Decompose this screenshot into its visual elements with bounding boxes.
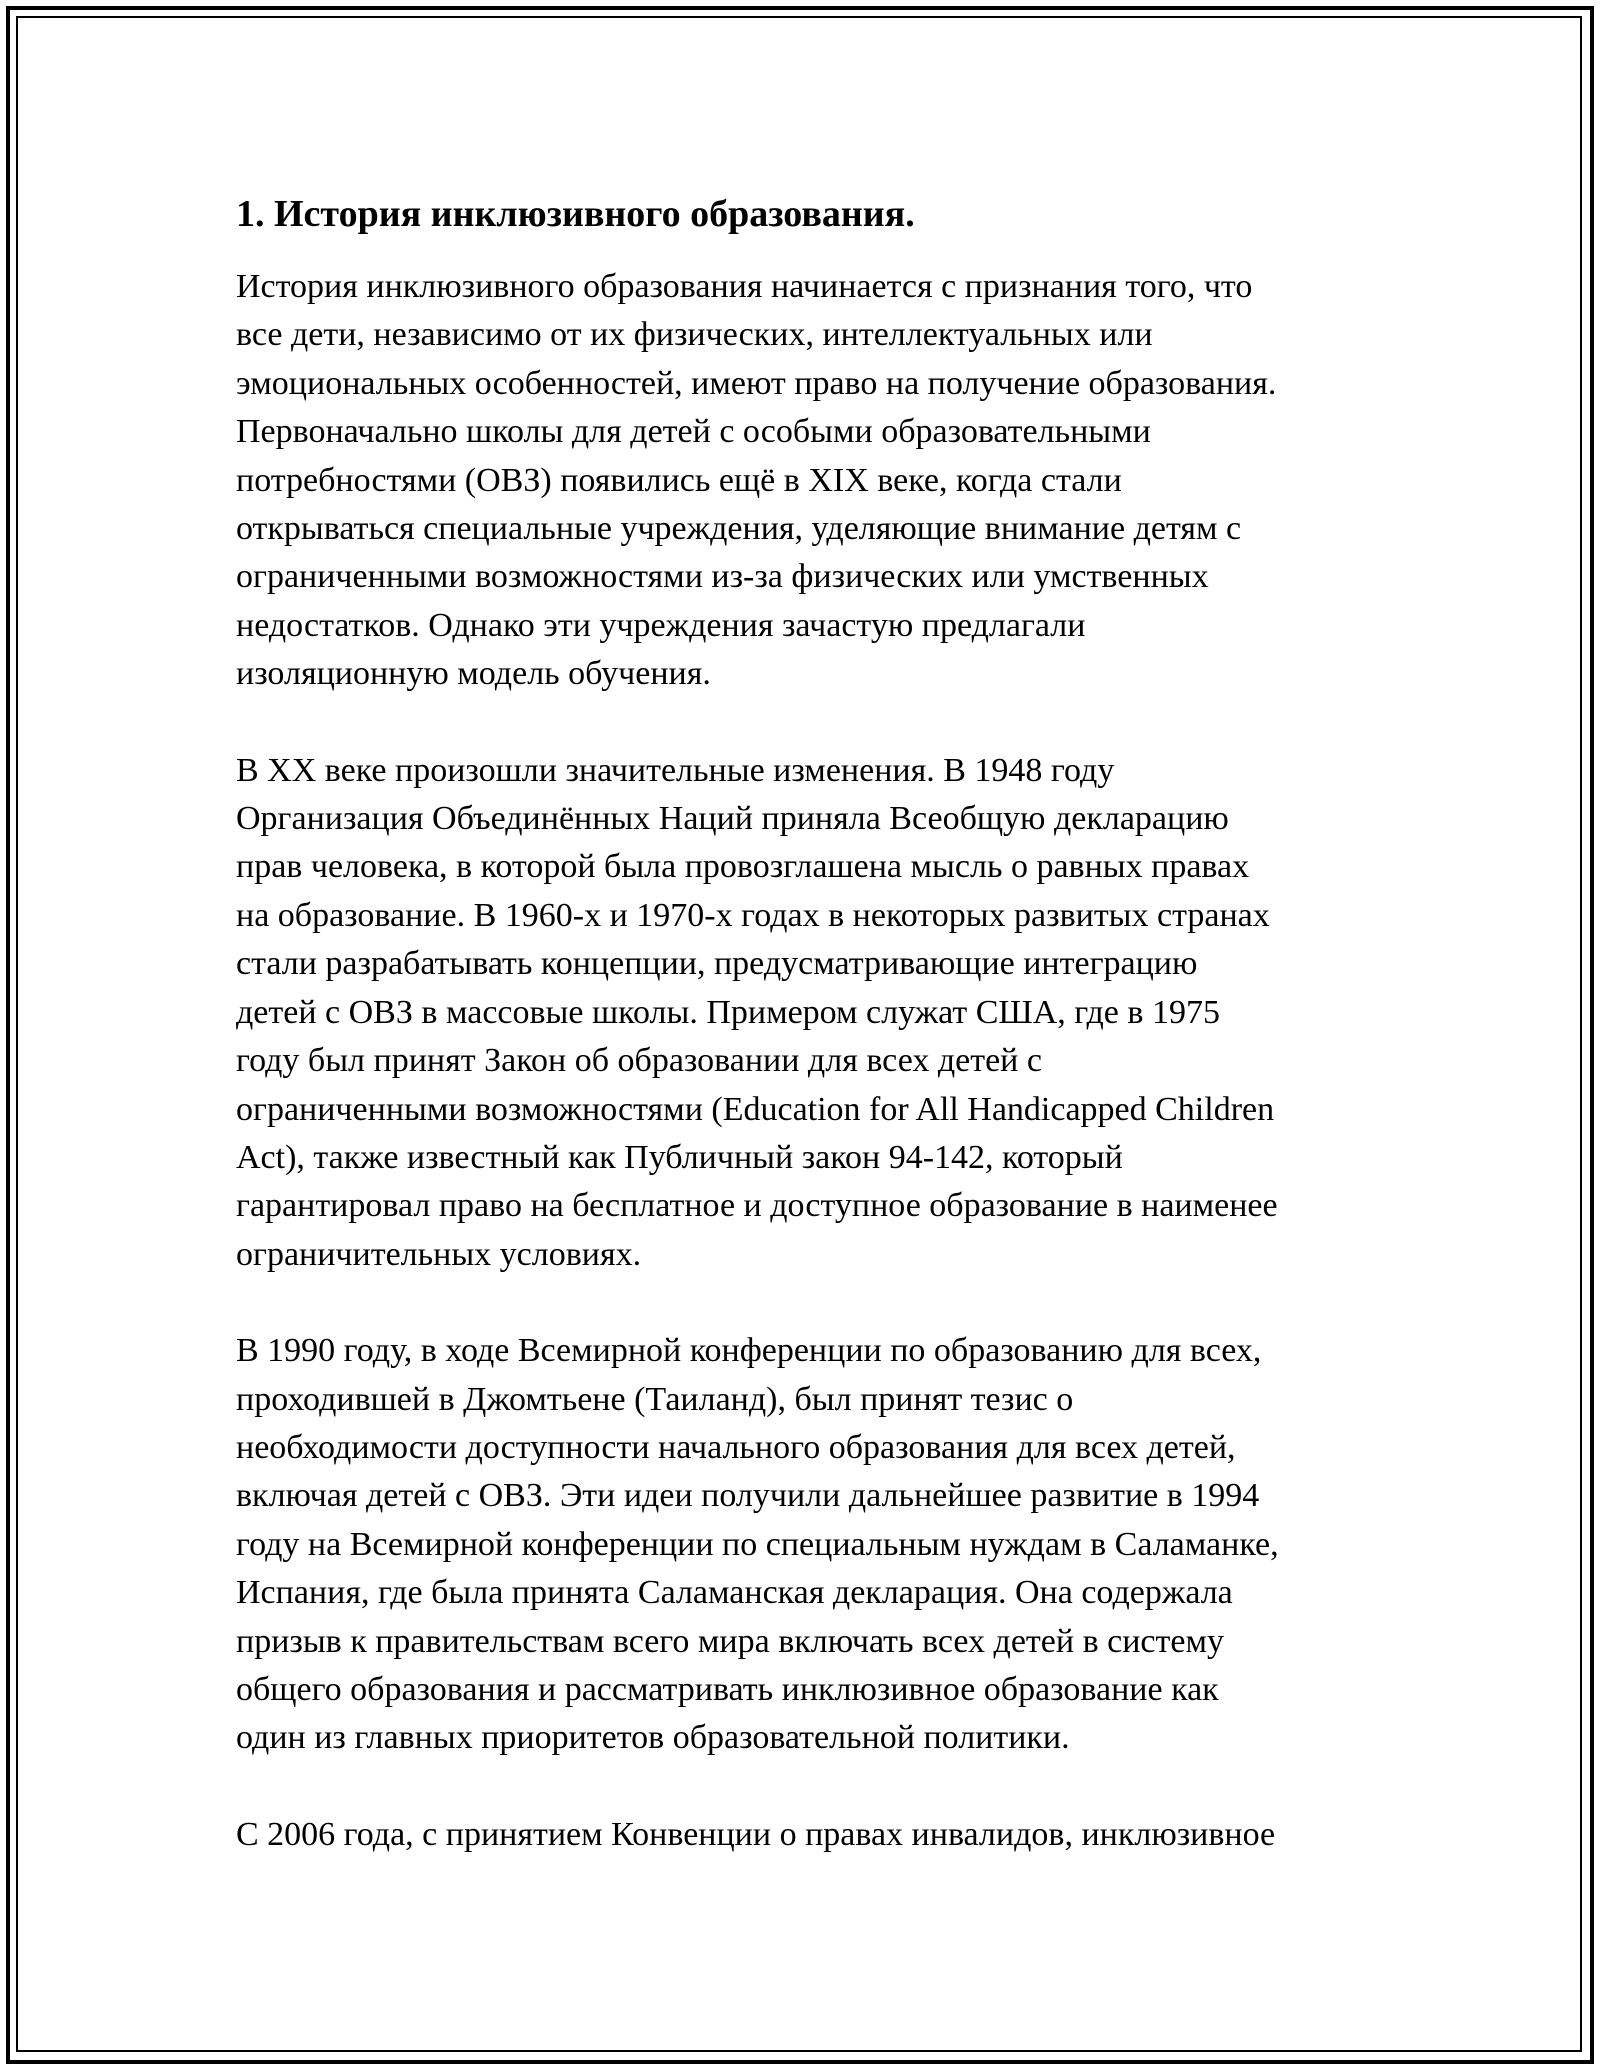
paragraph-2006-convention <box>236 1811 1366 1859</box>
text-line: С 2006 года, с принятием Конвенции о правах инвалидов, инклюзивное <box>236 1815 1276 1853</box>
text-line: В XX веке произошли значительные изменения. В 1948 году <box>236 751 1115 789</box>
text-line: один из главных приоритетов образовательной политики. <box>236 1719 1070 1757</box>
text-line: все дети, независимо от их физических, интеллектуальных или <box>236 316 1153 354</box>
text-line: стали разрабатывать концепции, предусматривающие интеграцию <box>236 945 1198 983</box>
text-line: проходившей в Джомтьене (Таиланд), был принят тезис о <box>236 1380 1074 1418</box>
text-line: Испания, где была принята Саламанская декларация. Она содержала <box>236 1574 1233 1612</box>
text-line: прав человека, в которой была провозглашена мысль о равных правах <box>236 848 1250 886</box>
text-line: недостатков. Однако эти учреждения зачастую предлагали <box>236 606 1086 644</box>
section-heading: 1. История инклюзивного образования. <box>236 193 915 235</box>
paragraph-1990-conference <box>236 1327 1366 1763</box>
text-line: году был принят Закон об образовании для всех детей с <box>236 1042 1042 1080</box>
text-line: потребностями (ОВЗ) появились ещё в XIX веке, когда стали <box>236 461 1122 499</box>
text-line: Act), также известный как Публичный закон 94-142, который <box>236 1138 1123 1176</box>
text-line: ограничительных условиях. <box>236 1235 642 1273</box>
text-line: необходимости доступности начального образования для всех детей, <box>236 1428 1236 1466</box>
paragraph-20th-century <box>236 747 1366 1279</box>
text-line: детей с ОВЗ в массовые школы. Примером служат США, где в 1975 <box>236 993 1220 1031</box>
document-body <box>236 190 1366 1907</box>
text-line: изоляционную модель обучения. <box>236 655 711 693</box>
text-line: История инклюзивного образования начинается с признания того, что <box>236 268 1253 305</box>
text-line: включая детей с ОВЗ. Эти идеи получили дальнейшее развитие в 1994 <box>236 1477 1260 1515</box>
text-line: Первоначально школы для детей с особыми образовательными <box>236 413 1151 451</box>
text-line: ограниченными возможностями из-за физических или умственных <box>236 558 1209 596</box>
text-line: году на Всемирной конференции по специальным нуждам в Саламанке, <box>236 1525 1279 1563</box>
text-line: гарантировал право на бесплатное и доступное образование в наименее <box>236 1187 1278 1225</box>
text-line: В 1990 году, в ходе Всемирной конференции по образованию для всех, <box>236 1332 1262 1370</box>
text-line: эмоциональных особенностей, имеют право на получение образования. <box>236 364 1277 402</box>
text-line: на образование. В 1960-х и 1970-х годах в некоторых развитых странах <box>236 896 1270 934</box>
text-line: призыв к правительствам всего мира включать всех детей в систему <box>236 1622 1224 1660</box>
text-line: общего образования и рассматривать инклюзивное образование как <box>236 1670 1219 1708</box>
text-line: ограниченными возможностями (Education for All Handicapped Children <box>236 1090 1275 1128</box>
paragraph-intro <box>236 263 1366 699</box>
text-line: Организация Объединённых Наций приняла Всеобщую декларацию <box>236 800 1229 838</box>
text-line: открываться специальные учреждения, уделяющие внимание детям с <box>236 510 1242 548</box>
